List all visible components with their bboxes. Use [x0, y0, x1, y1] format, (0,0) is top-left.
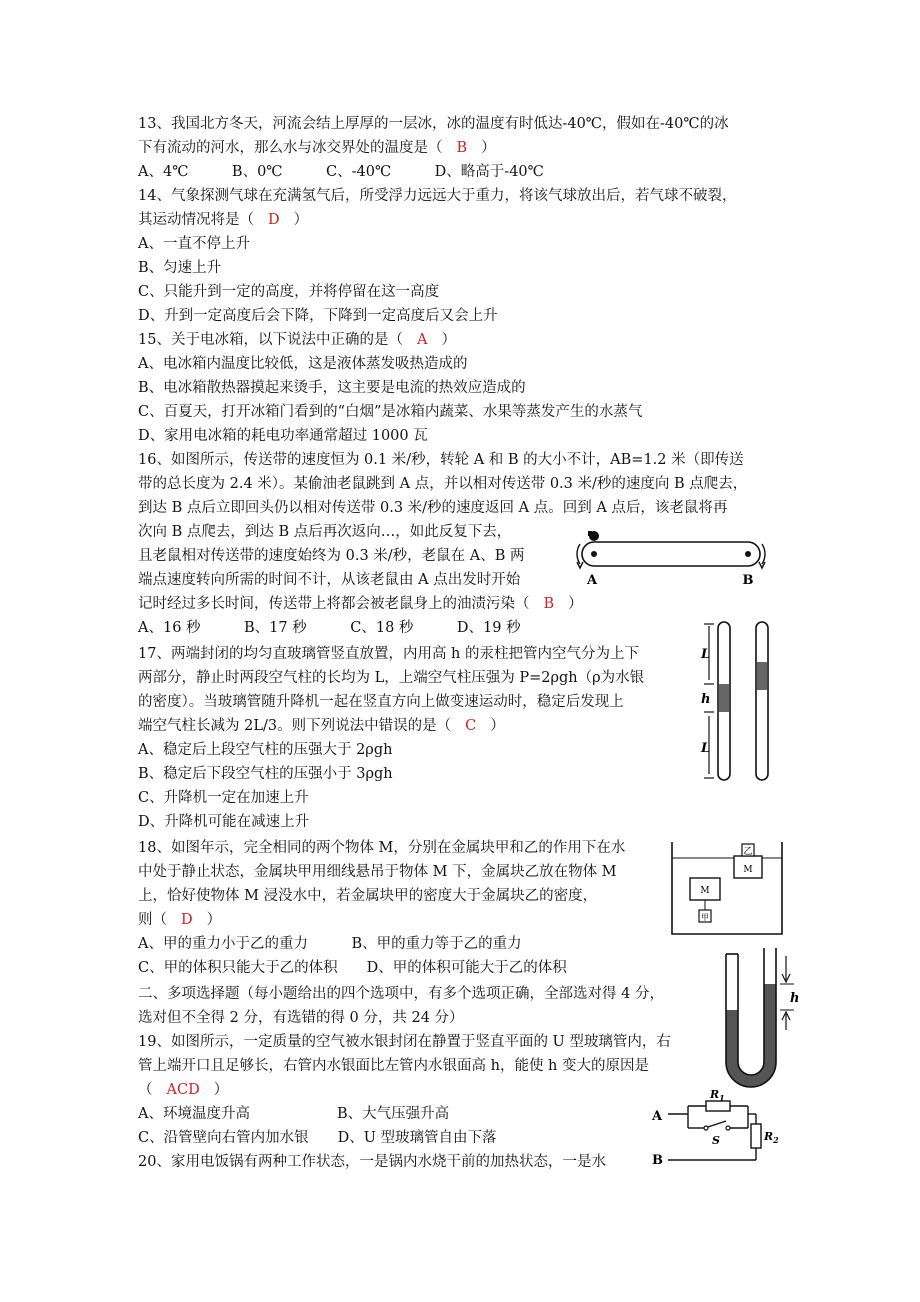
q19-line-1: 19、如图所示，一定质量的空气被水银封闭在静置于竖直平面的 U 型玻璃管内，右	[138, 1034, 671, 1050]
q18-line-1: 18、如图年示，完全相同的两个物体 M，分别在金属块甲和乙的作用下在水	[138, 840, 626, 856]
q16-line-1: 16、如图所示，传送带的速度恒为 0.1 米/秒，转轮 A 和 B 的大小不计，AB=1.2 米（即传送	[138, 452, 744, 468]
q15-option-d: D、家用电冰箱的耗电功率通常超过 1000 瓦	[138, 428, 428, 444]
q18-options-cd: C、甲的体积只能大于乙的体积 D、甲的体积可能大于乙的体积	[138, 960, 567, 976]
label-h: h	[701, 692, 711, 707]
q14-stem: 其运动情况将是（	[138, 212, 254, 228]
q17-line-3: 的密度）。当玻璃管随升降机一起在竖直方向上做变速运动时，稳定后发现上	[138, 694, 624, 710]
q15-line-1	[138, 328, 456, 352]
q13-answer: B	[456, 140, 468, 156]
q13-line-2	[138, 136, 496, 160]
mercury-left	[719, 684, 729, 712]
q13-stem-end: ）	[481, 140, 496, 156]
pulley-a	[591, 551, 597, 557]
u-tube-inner	[738, 948, 764, 1075]
q16-stem: 记时经过多长时间，传送带上将都会被老鼠身上的油渍污染（	[138, 596, 530, 612]
q15-option-c: C、百夏天，打开冰箱门看到的“白烟”是冰箱内蔬菜、水果等蒸发产生的水蒸气	[138, 404, 643, 420]
q18-options-ab: A、甲的重力小于乙的重力 B、甲的重力等于乙的重力	[138, 936, 522, 952]
switch-contact-right-icon	[726, 1126, 730, 1130]
q17-option-a: A、稳定后上段空气柱的压强大于 2ρgh	[138, 742, 393, 758]
q14-line-1: 14、气象探测气球在充满氢气后，所受浮力远远大于重力，将该气球放出后，若气球不破裂，	[138, 188, 737, 204]
q19-options-cd: C、沿管壁向右管内加水银 D、U 型玻璃管自由下落	[138, 1130, 497, 1146]
q16-options: A、16 秒 B、17 秒 C、18 秒 D、19 秒	[138, 620, 521, 636]
label-yi: 乙	[743, 847, 753, 857]
q15-stem-end: ）	[441, 332, 456, 348]
q18-stem-end: ）	[206, 912, 222, 928]
tank-walls	[672, 842, 782, 934]
q15-stem: 15、关于电冰箱，以下说法中正确的是（	[138, 332, 403, 348]
q17-line-1: 17、两端封闭的均匀直玻璃管竖直放置，内用高 h 的汞柱把管内空气分为上下	[138, 646, 640, 662]
q15-option-b: B、电冰箱散热器摸起来烫手，这主要是电流的热效应造成的	[138, 380, 526, 396]
mercury-right	[757, 662, 767, 690]
q14-option-b: B、匀速上升	[138, 260, 222, 276]
water-tank-figure	[668, 838, 786, 938]
glass-tubes-figure	[700, 618, 780, 786]
label-r2	[763, 1130, 779, 1145]
section2-heading-1: 二、多项选择题（每小题给出的四个选项中，有多个选项正确，全部选对得 4 分，	[138, 986, 664, 1002]
mercury-column	[726, 984, 776, 1087]
label-r2-sub: 2	[773, 1135, 779, 1145]
q16-line-3: 到达 B 点后立即回头仍以相对传送带 0.3 米/秒的速度返回 A 点。回到 A 点后，该老鼠将再	[138, 500, 728, 516]
q19-options-ab: A、环境温度升高 B、大气压强升高	[138, 1106, 450, 1122]
q16-line-7	[138, 592, 583, 616]
belt-loop	[582, 542, 760, 566]
q13-line-1: 13、我国北方冬天，河流会结上厚厚的一层冰，冰的温度有时低达-40℃，假如在-40℃的冰	[138, 116, 729, 132]
label-m-bottom: M	[700, 886, 710, 896]
label-l-bottom: L	[701, 741, 711, 756]
rotation-arrow-left-icon	[577, 544, 580, 564]
mouse-tail-icon	[588, 531, 592, 536]
q13-stem: 下有流动的河水，那么水与冰交界处的温度是（	[138, 140, 443, 156]
q17-line-4	[138, 714, 505, 738]
circuit-figure	[648, 1088, 784, 1170]
q19-line-3	[138, 1078, 228, 1102]
q17-option-c: C、升降机一定在加速上升	[138, 790, 309, 806]
q14-answer: D	[268, 212, 280, 228]
q19-answer: ACD	[166, 1082, 200, 1098]
label-r1-sub: 1	[719, 1093, 725, 1103]
q15-option-a: A、电冰箱内温度比较低，这是液体蒸发吸热造成的	[138, 356, 468, 372]
q14-option-c: C、只能升到一定的高度，并将停留在这一高度	[138, 284, 440, 300]
q18-line-4	[138, 908, 221, 932]
q15-answer: A	[416, 332, 428, 348]
q20-line-1: 20、家用电饭锅有两种工作状态，一是锅内水烧干前的加热状态，一是水	[138, 1154, 606, 1170]
belt-label-b: B	[742, 573, 754, 588]
label-l-top: L	[701, 647, 711, 662]
q17-stem-end: ）	[490, 718, 505, 734]
q18-stem: 则（	[138, 912, 167, 928]
q18-line-3: 上，恰好使物体 M 浸没水中，若金属块甲的密度大于金属块乙的密度，	[138, 888, 598, 904]
resistor-r2-icon	[751, 1124, 761, 1148]
u-tube-figure	[710, 944, 802, 1096]
q16-answer: B	[543, 596, 555, 612]
q16-stem-end: ）	[568, 596, 583, 612]
circuit-label-b: B	[652, 1153, 663, 1168]
q14-option-d: D、升到一定高度后会下降，下降到一定高度后又会上升	[138, 308, 498, 324]
q18-answer: D	[181, 912, 193, 928]
q17-stem: 端空气柱长减为 2L/3。则下列说法中错误的是（	[138, 718, 452, 734]
switch-contact-left-icon	[704, 1126, 708, 1130]
section2-heading-2: 选对但不全得 2 分，有选错的得 0 分，共 24 分）	[138, 1010, 464, 1026]
q16-line-4: 次向 B 点爬去，到达 B 点后再次返向…，如此反复下去，	[138, 524, 512, 540]
q16-line-6: 端点速度转向所需的时间不计，从该老鼠由 A 点出发时开始	[138, 572, 521, 588]
label-r1	[709, 1088, 725, 1103]
q17-answer: C	[465, 718, 477, 734]
tube-right	[756, 622, 768, 780]
q19-stem: （	[138, 1082, 153, 1098]
label-jia: 甲	[701, 913, 709, 922]
rotation-arrow-right-icon	[762, 544, 765, 564]
pulley-b	[745, 551, 751, 557]
label-r2-letter: R	[764, 1130, 774, 1143]
resistor-r1-icon	[706, 1101, 730, 1111]
q14-stem-end: ）	[293, 212, 309, 228]
q14-option-a: A、一直不停上升	[138, 236, 250, 252]
q16-line-5: 且老鼠相对传送带的速度始终为 0.3 米/秒，老鼠在 A、B 两	[138, 548, 525, 564]
circuit-label-a: A	[652, 1109, 663, 1124]
label-s: S	[712, 1134, 720, 1147]
switch-s-icon	[708, 1121, 726, 1127]
q17-line-2: 两部分，静止时两段空气柱的长均为 L，上端空气柱压强为 P=2ρgh（ρ为水银	[138, 670, 645, 686]
q18-line-2: 中处于静止状态，金属块甲用细线悬吊于物体 M 下，金属块乙放在物体 M	[138, 864, 617, 880]
q19-line-2: 管上端开口且足够长，右管内水银面比左管内水银面高 h，能使 h 变大的原因是	[138, 1058, 650, 1074]
q13-options: A、4℃ B、0℃ C、-40℃ D、略高于-40℃	[138, 164, 544, 180]
q16-line-2: 带的总长度为 2.4 米）。某偷油老鼠跳到 A 点，并以相对传送带 0.3 米/秒的速度向 B 点爬去，	[138, 476, 748, 492]
u-tube-label-h: h	[790, 991, 800, 1006]
q17-option-b: B、稳定后下段空气柱的压强小于 3ρgh	[138, 766, 393, 782]
label-m-top: M	[743, 865, 753, 875]
conveyor-belt-figure	[572, 528, 772, 590]
label-r1-letter: R	[710, 1088, 720, 1101]
belt-label-a: A	[586, 573, 598, 588]
q19-stem-end: ）	[213, 1082, 229, 1098]
q17-option-d: D、升降机可能在减速上升	[138, 814, 310, 830]
q14-line-2	[138, 208, 308, 232]
